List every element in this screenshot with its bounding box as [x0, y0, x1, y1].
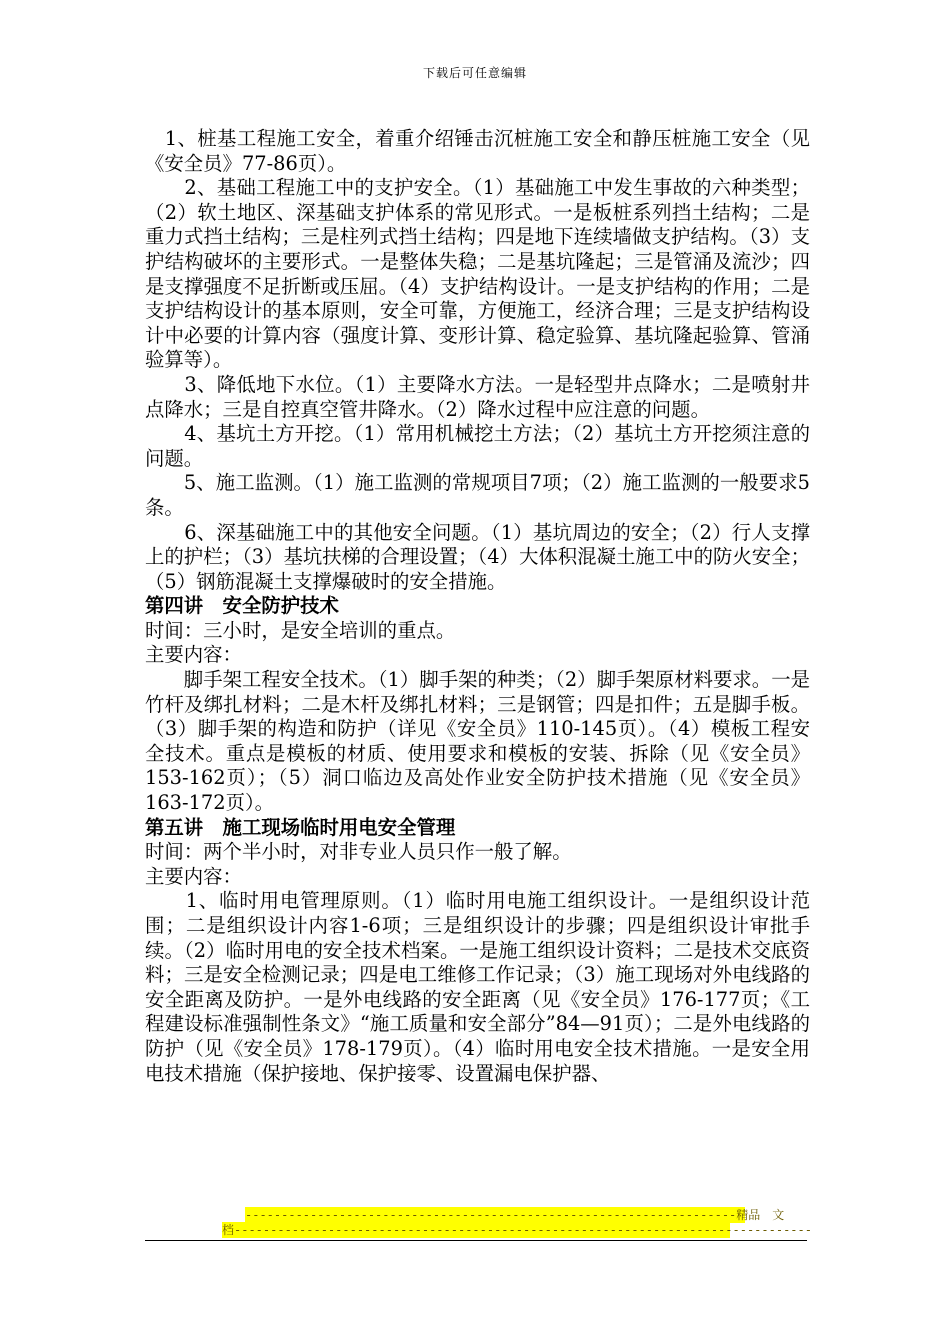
- paragraph-scaffolding: 脚手架工程安全技术。（1）脚手架的种类；（2）脚手架原材料要求。一是竹杆及绑扎材料；二是木杆及绑扎材料；三是钢管；四是扣件；五是脚手板。（3）脚手架的构造和防护（详见《安全员》110-145页）。（4）模板工程安全技术。重点是模板的材质、使用要求和模板的安装、拆除（见《安全员》153-162页）；（5）洞口临边及高处作业安全防护技术措施（见《安全员》163-172页）。: [145, 668, 810, 815]
- page-header: 下载后可任意编辑: [422, 66, 527, 80]
- paragraph-other-safety: 6、深基础施工中的其他安全问题。（1）基坑周边的安全；（2）行人支撑上的护栏；（3）基坑扶梯的合理设置；（4）大体积混凝土施工中的防火安全；（5）钢筋混凝土支撑爆破时的安全措施。: [145, 520, 810, 593]
- lecture-5-time: 时间：两个半小时，对非专业人员只作一般了解。: [145, 840, 572, 864]
- lecture-5-content-label: 主要内容：: [145, 864, 242, 888]
- paragraph-support-safety: 2、基础工程施工中的支护安全。（1）基础施工中发生事故的六种类型；（2）软土地区、深基础支护体系的常见形式。一是板桩系列挡土结构；二是重力式挡土结构；三是柱列式挡土结构；四是地下连续墙做支护结构。（3）支护结构破坏的主要形式。一是整体失稳；二是基坑隆起；三是管涌及流沙；四是支撑强度不足折断或压屈。（4）支护结构设计。一是支护结构的作用；二是支护结构设计的基本原则，安全可靠，方便施工，经济合理；三是支护结构设计中必要的计算内容（强度计算、变形计算、稳定验算、基坑隆起验算、管涌验算等）。: [145, 176, 810, 372]
- section-heading-lecture-5: 第五讲 施工现场临时用电安全管理: [145, 815, 456, 839]
- lecture-4-content-label: 主要内容：: [145, 643, 242, 667]
- document-body: [145, 127, 810, 1086]
- paragraph-temporary-power: 1、临时用电管理原则。（1）临时用电施工组织设计。一是组织设计范围；二是组织设计内容1-6项；三是组织设计的步骤；四是组织设计审批手续。（2）临时用电的安全技术档案。一是施工组织设计资料；二是技术交底资料；三是安全检测记录；四是电工维修工作记录；（3）施工现场对外电线路的安全距离及防护。一是外电线路的安全距离（见《安全员》176-177页；《工程建设标准强制性条文》“施工质量和安全部分”84—91页）；二是外电线路的防护（见《安全员》178-179页）。（4）临时用电安全技术措施。一是安全用电技术措施（保护接地、保护接零、设置漏电保护器、: [145, 889, 810, 1085]
- footer-divider: [145, 1240, 807, 1241]
- lecture-4-time: 时间：三小时，是安全培训的重点。: [145, 618, 456, 642]
- section-heading-lecture-4: 第四讲 安全防护技术: [145, 594, 339, 618]
- paragraph-excavation: 4、基坑土方开挖。（1）常用机械挖土方法；（2）基坑土方开挖须注意的问题。: [145, 422, 810, 470]
- footer-banner-line-2: 档--------------------------------------------------------------------------------: [222, 1223, 812, 1237]
- paragraph-pile-foundation: 1、桩基工程施工安全，着重介绍锤击沉桩施工安全和静压桩施工安全（见《安全员》77-86页）。: [145, 127, 810, 175]
- paragraph-monitoring: 5、施工监测。（1）施工监测的常规项目7项；（2）施工监测的一般要求5条。: [145, 471, 810, 519]
- footer-banner-line-1: --------------------------------------------------------------------精品 文: [245, 1208, 785, 1222]
- paragraph-groundwater: 3、降低地下水位。（1）主要降水方法。一是轻型井点降水；二是喷射井点降水；三是自控真空管井降水。（2）降水过程中应注意的问题。: [145, 372, 810, 421]
